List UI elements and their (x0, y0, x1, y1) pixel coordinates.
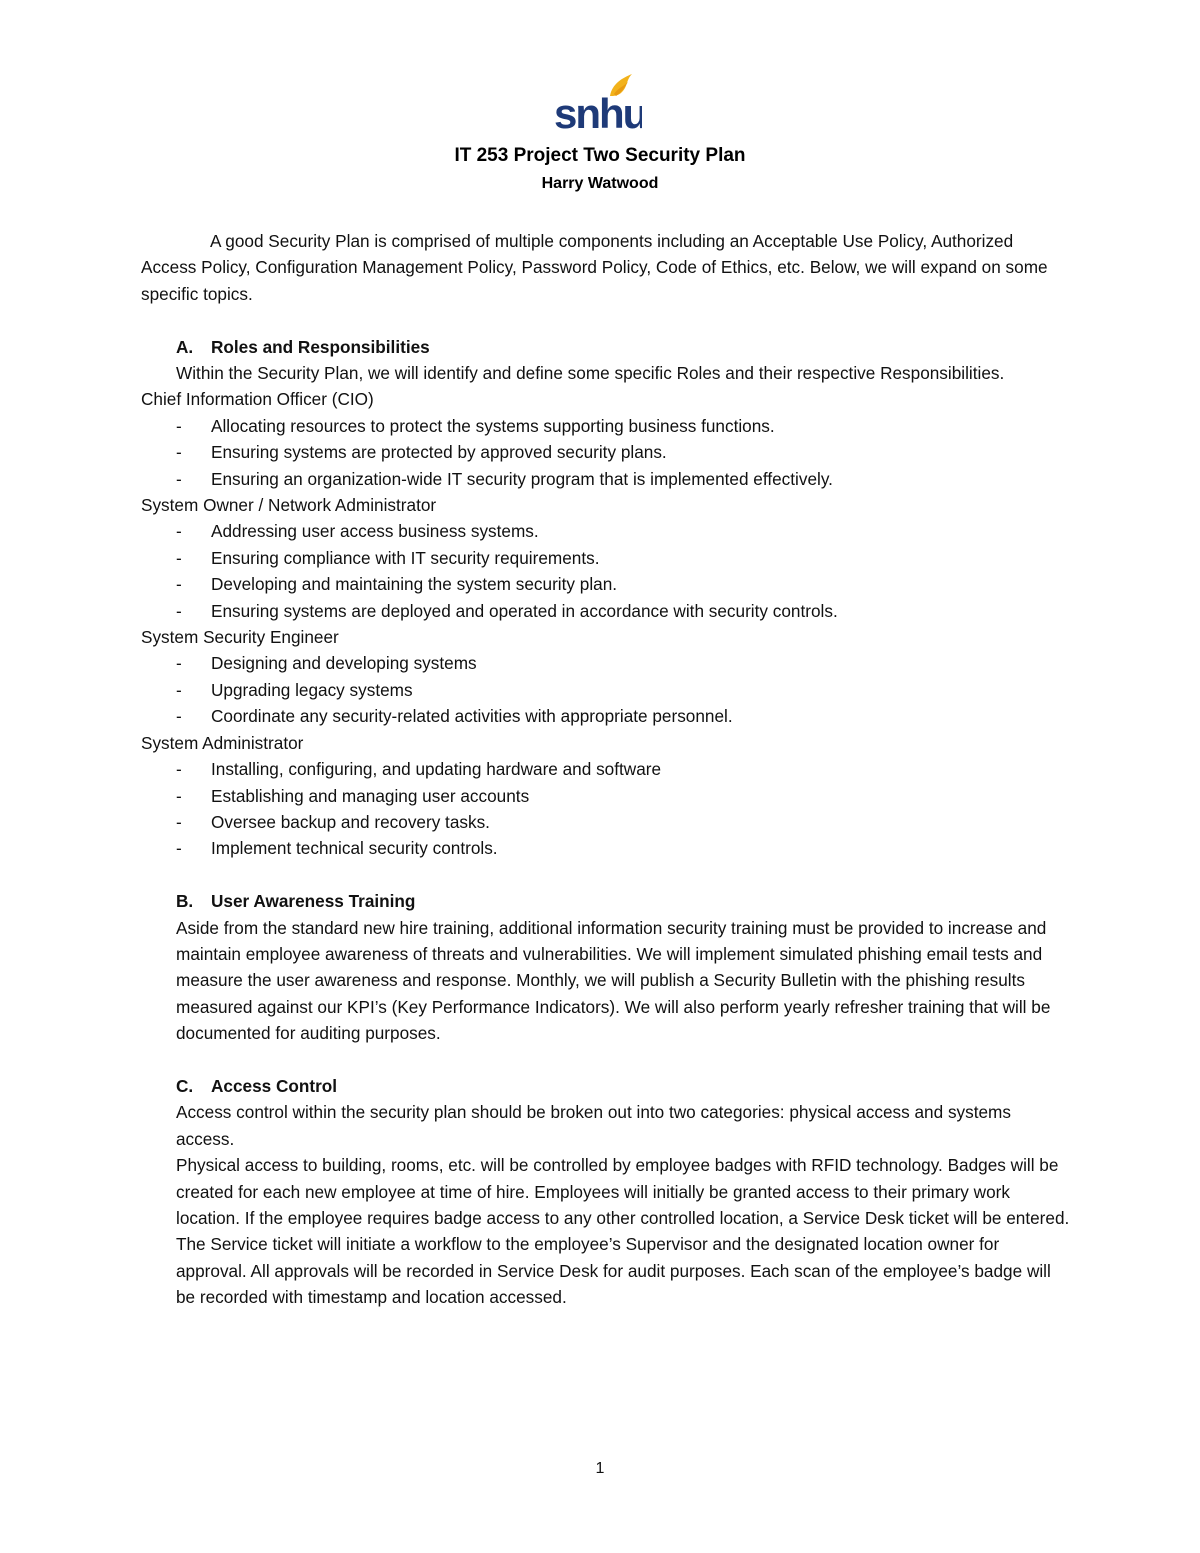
list-item: - Ensuring systems are protected by approved security plans. (176, 442, 667, 463)
flame-icon (552, 72, 642, 134)
document-title: IT 253 Project Two Security Plan (454, 145, 746, 166)
role-title: System Security Engineer (141, 627, 339, 648)
list-item: - Allocating resources to protect the systems supporting business functions. (176, 415, 775, 436)
page-number: 1 (595, 1460, 605, 1477)
role-responsibility-list (141, 413, 1071, 492)
list-item: - Upgrading legacy systems (176, 679, 413, 700)
role-title: System Administrator (141, 732, 304, 753)
role-responsibility-list (141, 518, 1071, 624)
section-b-title: User Awareness Training (211, 891, 416, 912)
document-body (141, 228, 1071, 1311)
logo-text: snhu (554, 90, 642, 134)
section-a-intro: Within the Security Plan, we will identify and define some specific Roles and their respective Responsibilities. (176, 363, 1005, 384)
list-item: - Ensuring systems are deployed and operated in accordance with security controls. (176, 600, 838, 621)
section-a-heading (141, 334, 1071, 360)
section-b-body: Aside from the standard new hire training, additional information security training must be provided to increase and maintain employee awareness of threats and vulnerabilities. We will implement simulated phishing email tests and measure the user awareness and response. Monthly, we will publish a Security Bulletin with the phishing results measured against our KPI’s (Key Performance Indicators). We will also perform yearly refresher training that will be documented for auditing purposes. (176, 917, 1051, 1044)
role-title: System Owner / Network Administrator (141, 495, 437, 516)
list-item: - Ensuring an organization-wide IT security program that is implemented effectively. (176, 468, 833, 489)
role-responsibility-list (141, 650, 1071, 729)
role-title: Chief Information Officer (CIO) (141, 389, 374, 410)
list-item: - Establishing and managing user accounts (176, 785, 530, 806)
section-c-body-2: Physical access to building, rooms, etc. will be controlled by employee badges with RFID technology. Badges will be created for each new employee at time of hire. Employees will initially be granted access to their primary work location. If the employee requires badge access to any other controlled location, a Service Desk ticket will be entered. The Service ticket will initiate a workflow to the employee’s Supervisor and the designated location owner for approval. All approvals will be recorded in Service Desk for audit purposes. Each scan of the employee’s badge will be recorded with timestamp and location accessed. (176, 1155, 1070, 1308)
section-c-title: Access Control (211, 1075, 338, 1096)
role-responsibility-list (141, 756, 1071, 862)
list-item: - Coordinate any security-related activities with appropriate personnel. (176, 706, 733, 727)
intro-paragraph: A good Security Plan is comprised of multiple components including an Acceptable Use Policy, Authorized Access Policy, Configuration Management Policy, Password Policy, Code of Ethics, etc. Below, we will expand on some specific topics. (141, 231, 1048, 304)
list-item: - Installing, configuring, and updating hardware and software (176, 759, 662, 780)
list-item: - Addressing user access business systems. (176, 521, 539, 542)
section-a-title: Roles and Responsibilities (211, 336, 430, 357)
list-item: - Designing and developing systems (176, 653, 477, 674)
section-c-letter: C. (176, 1075, 194, 1096)
list-item: - Ensuring compliance with IT security requirements. (176, 547, 600, 568)
section-b-heading (141, 888, 1071, 914)
snhu-logo (552, 72, 642, 134)
list-item: - Developing and maintaining the system security plan. (176, 574, 618, 595)
list-item: - Implement technical security controls. (176, 838, 498, 859)
section-b-letter: B. (176, 891, 194, 912)
author-name: Harry Watwood (541, 175, 659, 192)
section-a-letter: A. (176, 336, 194, 357)
section-c-heading (141, 1073, 1071, 1099)
list-item: - Oversee backup and recovery tasks. (176, 811, 490, 832)
section-c-body-1: Access control within the security plan should be broken out into two categories: physical access and systems access. (176, 1102, 1011, 1149)
